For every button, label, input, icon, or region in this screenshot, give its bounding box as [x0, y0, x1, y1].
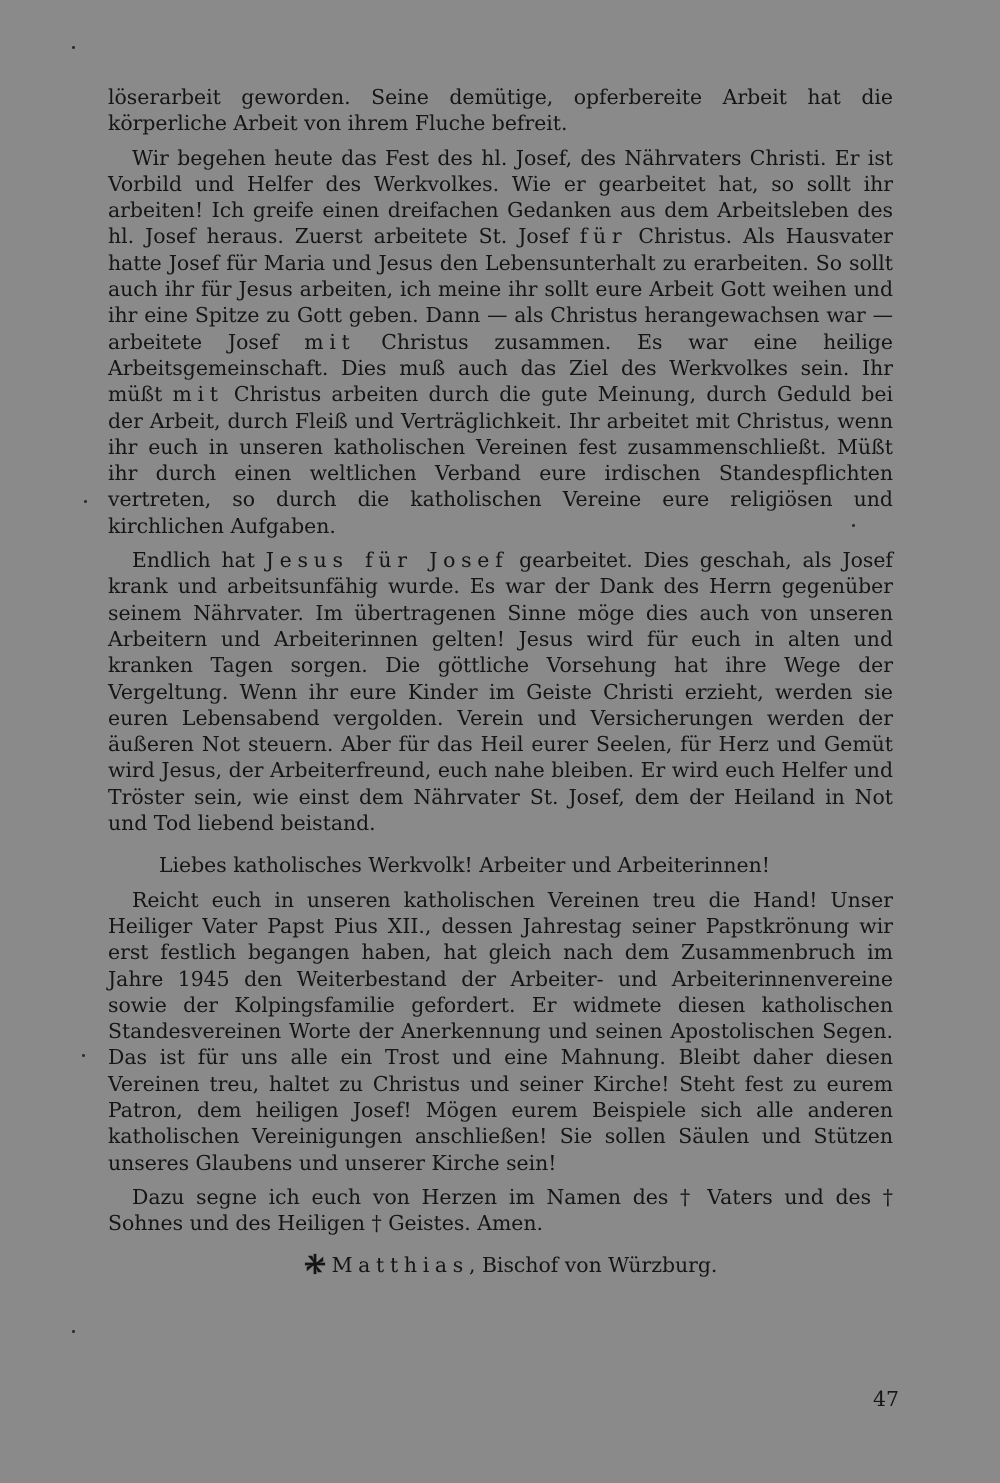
paper-speck [72, 46, 75, 49]
address-line: Liebes katholisches Werkvolk! Arbeiter und Arbeiterinnen! [159, 853, 770, 878]
paragraph-3 [108, 547, 893, 836]
signature-name: Matthias [331, 1253, 469, 1278]
emphasis-fuer: für [579, 224, 628, 249]
paragraph-5: Dazu segne ich euch von Herzen im Namen des † Vaters und des † Sohnes und des Heiligen † Geistes. Amen. [108, 1184, 893, 1236]
paragraph-2-text-c: Christus zusammen. Es war eine heilige Arbeitsgemeinschaft. Dies muß auch das Ziel des Werkvolkes sein. Ihr müßt [108, 329, 893, 407]
emphasis-jesus-fuer-josef: Jesus für Josef [265, 548, 509, 573]
paragraph-3-text-b: gearbeitet. Dies geschah, als Josef krank und arbeitsunfähig wurde. Es war der Dank des Herrn gegenüber seinem Nährvater. Im übertragenen Sinne möge dies auch von unseren Arbeitern und Arbeiterinnen gelten! Jesus wird für euch in alten und kranken Tagen sorgen. Die göttliche Vorsehung hat ihre Wege der Vergeltung. Wenn ihr eure Kinder im Geiste Christi erzieht, werden sie euren Lebensabend vergolden. Verein und Versicherungen werden der äußeren Not steuern. Aber für das Heil eurer Seelen, für Herz und Gemüt wird Jesus, der Arbeiterfreund, euch nahe bleiben. Er wird euch Helfer und Tröster sein, wie einst dem Nährvater St. Josef, dem der Heiland in Not und Tod liebend beistand. [108, 548, 893, 836]
bishop-cross-icon [304, 1253, 326, 1275]
paper-speck [84, 500, 87, 503]
signature [108, 1252, 893, 1278]
emphasis-mit-1: mit [304, 329, 356, 354]
page-number: 47 [873, 1387, 899, 1411]
paragraph-3-text-a: Endlich hat [132, 548, 266, 573]
paper-speck [852, 524, 855, 527]
paragraph-2-text-d: Christus arbeiten durch die gute Meinung, durch Geduld bei der Arbeit, durch Fleiß und Verträglichkeit. Ihr arbeitet mit Christus, wenn ihr euch in unseren katholischen Vereinen fest zusammenschließt. Müßt ihr durch einen weltlichen Verband eure irdischen Standespflichten vertreten, so durch die katholischen Vereine eure religiösen und kirchlichen Aufgaben. [108, 382, 893, 538]
document-page [108, 84, 893, 1279]
paragraph-2 [108, 145, 893, 539]
paper-speck [82, 1054, 85, 1057]
paragraph-2-text-a: Wir begehen heute das Fest des hl. Josef, des Nährvaters Christi. Er ist Vorbild und Helfer des Werkvolkes. Wie er gearbeitet hat, so sollt ihr arbeiten! Ich greife einen dreifachen Gedanken aus dem Arbeitsleben des hl. Josef heraus. Zuerst arbeitete St. Josef [108, 145, 893, 249]
paragraph-2-text-b: Christus. Als Hausvater hatte Josef für Maria und Jesus den Lebensunterhalt zu erarbeiten. So sollt auch ihr für Jesus arbeiten, ich meine ihr sollt eure Arbeit Gott weihen und ihr eine Spitze zu Gott geben. Dann — als Christus herangewachsen war — arbeitete Josef [108, 224, 893, 354]
paper-speck [72, 1330, 75, 1333]
paragraph-1: löserarbeit geworden. Seine demütige, opferbereite Arbeit hat die körperliche Arbeit von ihrem Fluche befreit. [108, 85, 893, 136]
paragraph-4: Reicht euch in unseren katholischen Vereinen treu die Hand! Unser Heiliger Vater Papst Pius XII., dessen Jahrestag seiner Papstkrönung wir erst festlich begangen haben, hat gleich nach dem Zusammenbruch im Jahre 1945 den Weiterbestand der Arbeiter- und Arbeiterinnenvereine sowie der Kolpingsfamilie gefordert. Er widmete diesen katholischen Standesvereinen Worte der Anerkennung und seinen Apostolischen Segen. Das ist für uns alle ein Trost und eine Mahnung. Bleibt daher diesen Vereinen treu, haltet zu Christus und seiner Kirche! Steht fest zu eurem Patron, dem heiligen Josef! Mögen eurem Beispiele sich alle anderen katholischen Vereinigungen anschließen! Sie sollen Säulen und Stützen unseres Glaubens und unserer Kirche sein! [108, 887, 893, 1175]
signature-title: , Bischof von Würzburg. [468, 1253, 718, 1278]
emphasis-mit-2: mit [172, 382, 224, 407]
